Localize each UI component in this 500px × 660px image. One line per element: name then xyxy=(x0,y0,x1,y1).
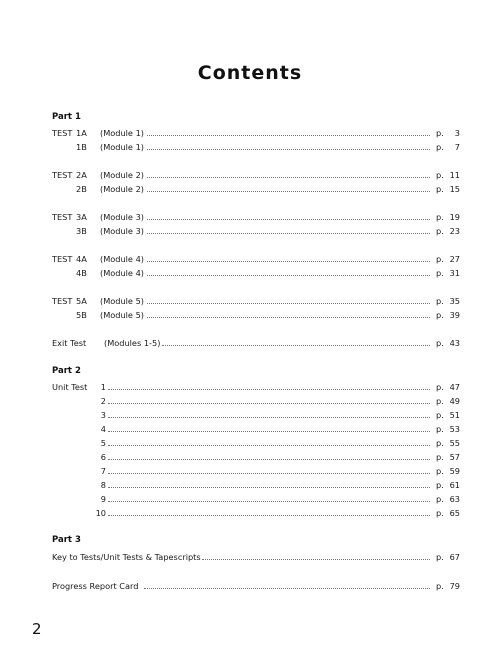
test-label: TEST xyxy=(52,170,73,180)
leader-dots xyxy=(147,177,430,178)
page-number-ref: 31 xyxy=(449,268,460,278)
module-label: (Module 4) xyxy=(100,254,144,264)
page-number-ref: 61 xyxy=(449,480,460,490)
page-number-ref: 79 xyxy=(449,581,460,591)
module-label: (Module 3) xyxy=(100,212,144,222)
leader-dots xyxy=(147,275,430,276)
page-prefix: p. xyxy=(436,424,444,434)
toc-row-unit-3[interactable] xyxy=(52,409,460,421)
page-prefix: p. xyxy=(436,382,444,392)
toc-row-unit-1[interactable] xyxy=(52,381,460,393)
page-prefix: p. xyxy=(436,494,444,504)
leader-dots xyxy=(108,431,430,432)
module-label: (Modules 1-5) xyxy=(104,338,161,348)
test-code: 2A xyxy=(76,170,87,180)
toc-row-2b[interactable] xyxy=(52,183,460,195)
toc-row-1b[interactable] xyxy=(52,141,460,153)
unit-number: 10 xyxy=(95,508,106,518)
toc-row-unit-5[interactable] xyxy=(52,437,460,449)
unit-number: 2 xyxy=(100,396,106,406)
leader-dots xyxy=(108,389,430,390)
page-number-ref: 63 xyxy=(449,494,460,504)
leader-dots xyxy=(162,345,430,346)
leader-dots xyxy=(108,473,430,474)
part-3-heading: Part 3 xyxy=(52,535,81,545)
test-label: TEST xyxy=(52,296,73,306)
unit-number: 5 xyxy=(100,438,106,448)
page-prefix: p. xyxy=(436,296,444,306)
page-number-ref: 55 xyxy=(449,438,460,448)
test-code: 3B xyxy=(76,226,87,236)
toc-row-progress-report[interactable] xyxy=(52,580,460,592)
leader-dots xyxy=(147,303,430,304)
page-number-ref: 43 xyxy=(449,338,460,348)
page-number-ref: 47 xyxy=(449,382,460,392)
page-prefix: p. xyxy=(436,480,444,490)
leader-dots xyxy=(202,559,430,560)
leader-dots xyxy=(108,515,430,516)
page-prefix: p. xyxy=(436,466,444,476)
page-prefix: p. xyxy=(436,128,444,138)
page-number-ref: 15 xyxy=(449,184,460,194)
leader-dots xyxy=(147,233,430,234)
leader-dots xyxy=(108,417,430,418)
page-prefix: p. xyxy=(436,338,444,348)
page-number-ref: 65 xyxy=(449,508,460,518)
unit-test-label: Unit Test xyxy=(52,382,88,392)
test-code: 1B xyxy=(76,142,87,152)
toc-row-3b[interactable] xyxy=(52,225,460,237)
unit-number: 7 xyxy=(100,466,106,476)
unit-number: 4 xyxy=(100,424,106,434)
toc-row-4b[interactable] xyxy=(52,267,460,279)
leader-dots xyxy=(147,219,430,220)
leader-dots xyxy=(108,445,430,446)
test-code: 5B xyxy=(76,310,87,320)
test-label: TEST xyxy=(52,128,73,138)
unit-number: 3 xyxy=(100,410,106,420)
leader-dots xyxy=(108,459,430,460)
leader-dots xyxy=(147,191,430,192)
module-label: (Module 2) xyxy=(100,170,144,180)
toc-row-key[interactable] xyxy=(52,551,460,563)
page-prefix: p. xyxy=(436,184,444,194)
test-code: 5A xyxy=(76,296,87,306)
part-2-heading: Part 2 xyxy=(52,366,81,376)
unit-number: 6 xyxy=(100,452,106,462)
leader-dots xyxy=(147,261,430,262)
module-label: (Module 5) xyxy=(100,296,144,306)
page-number-ref: 49 xyxy=(449,396,460,406)
page-number-ref: 35 xyxy=(449,296,460,306)
page-prefix: p. xyxy=(436,410,444,420)
exit-test-label: Exit Test xyxy=(52,338,87,348)
page-prefix: p. xyxy=(436,452,444,462)
page-number-ref: 59 xyxy=(449,466,460,476)
leader-dots xyxy=(108,487,430,488)
toc-row-unit-9[interactable] xyxy=(52,493,460,505)
toc-row-exit-test[interactable] xyxy=(52,337,460,349)
toc-row-5b[interactable] xyxy=(52,309,460,321)
toc-row-unit-2[interactable] xyxy=(52,395,460,407)
page-prefix: p. xyxy=(436,226,444,236)
test-code: 4B xyxy=(76,268,87,278)
progress-report-label: Progress Report Card xyxy=(52,581,139,591)
page-number-ref: 51 xyxy=(449,410,460,420)
page-title: Contents xyxy=(197,62,303,84)
page-prefix: p. xyxy=(436,268,444,278)
page-prefix: p. xyxy=(436,438,444,448)
toc-row-2a[interactable] xyxy=(52,169,460,181)
page-prefix: p. xyxy=(436,254,444,264)
test-code: 1A xyxy=(76,128,87,138)
page-prefix: p. xyxy=(436,310,444,320)
page-number-ref: 27 xyxy=(449,254,460,264)
leader-dots xyxy=(147,317,430,318)
page-number-ref: 7 xyxy=(454,142,460,152)
test-code: 4A xyxy=(76,254,87,264)
key-label: Key to Tests/Unit Tests & Tapescripts xyxy=(52,552,201,562)
unit-number: 9 xyxy=(100,494,106,504)
toc-row-unit-6[interactable] xyxy=(52,451,460,463)
page-number: 2 xyxy=(32,620,42,638)
module-label: (Module 1) xyxy=(100,142,144,152)
page-number-ref: 11 xyxy=(449,170,460,180)
toc-row-4a[interactable] xyxy=(52,253,460,265)
test-label: TEST xyxy=(52,212,73,222)
page-number-ref: 57 xyxy=(449,452,460,462)
toc-row-unit-8[interactable] xyxy=(52,479,460,491)
leader-dots xyxy=(147,149,430,150)
toc-row-unit-10[interactable] xyxy=(52,507,460,519)
module-label: (Module 2) xyxy=(100,184,144,194)
test-label: TEST xyxy=(52,254,73,264)
toc-row-1a[interactable] xyxy=(52,127,460,139)
page-prefix: p. xyxy=(436,142,444,152)
page-prefix: p. xyxy=(436,581,444,591)
toc-row-5a[interactable] xyxy=(52,295,460,307)
page-number-ref: 19 xyxy=(449,212,460,222)
page-prefix: p. xyxy=(436,170,444,180)
leader-dots xyxy=(108,501,430,502)
leader-dots xyxy=(108,403,430,404)
module-label: (Module 1) xyxy=(100,128,144,138)
toc-row-3a[interactable] xyxy=(52,211,460,223)
unit-number: 1 xyxy=(100,382,106,392)
test-code: 2B xyxy=(76,184,87,194)
page-prefix: p. xyxy=(436,212,444,222)
page-number-ref: 3 xyxy=(454,128,460,138)
module-label: (Module 4) xyxy=(100,268,144,278)
toc-row-unit-4[interactable] xyxy=(52,423,460,435)
page-prefix: p. xyxy=(436,396,444,406)
page-number-ref: 39 xyxy=(449,310,460,320)
page-prefix: p. xyxy=(436,552,444,562)
page-number-ref: 53 xyxy=(449,424,460,434)
toc-row-unit-7[interactable] xyxy=(52,465,460,477)
module-label: (Module 5) xyxy=(100,310,144,320)
page-number-ref: 67 xyxy=(449,552,460,562)
part-1-heading: Part 1 xyxy=(52,112,81,122)
unit-number: 8 xyxy=(100,480,106,490)
page-number-ref: 23 xyxy=(449,226,460,236)
module-label: (Module 3) xyxy=(100,226,144,236)
leader-dots xyxy=(147,135,430,136)
page-prefix: p. xyxy=(436,508,444,518)
leader-dots xyxy=(144,588,430,589)
test-code: 3A xyxy=(76,212,87,222)
